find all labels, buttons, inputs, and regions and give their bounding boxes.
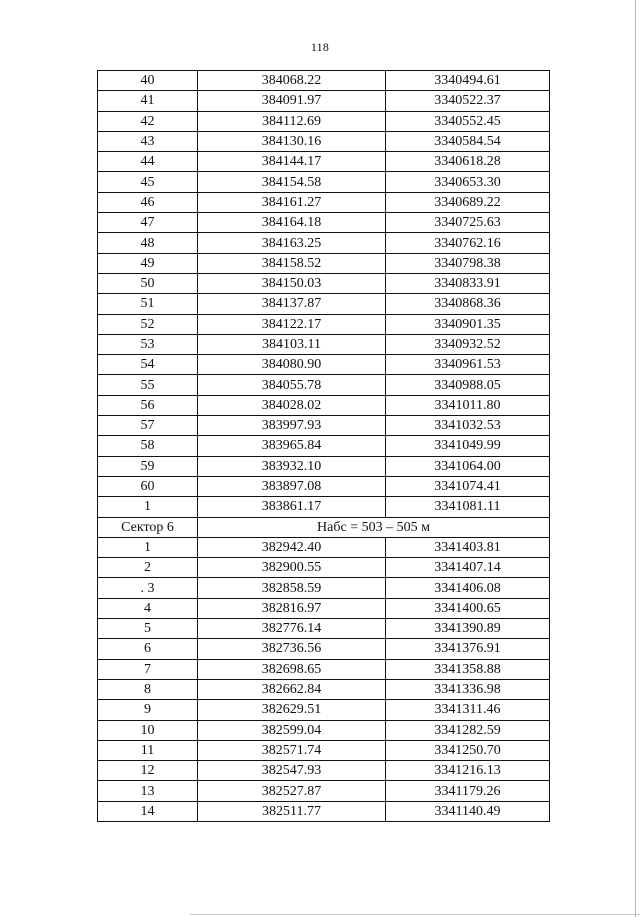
coordinate-row [98,659,550,679]
y-coordinate-cell: 3340988.05 [386,375,550,395]
coordinate-row [98,537,550,557]
point-number-cell: 40 [98,71,198,91]
coordinate-row [98,619,550,639]
coordinate-row [98,801,550,821]
x-coordinate-cell: 384080.90 [198,355,386,375]
point-number-cell: 14 [98,801,198,821]
point-number-cell: 1 [98,497,198,517]
point-number-cell: 60 [98,476,198,496]
coordinate-row [98,416,550,436]
x-coordinate-cell: 382662.84 [198,679,386,699]
y-coordinate-cell: 3341400.65 [386,598,550,618]
coordinate-row [98,192,550,212]
x-coordinate-cell: 384068.22 [198,71,386,91]
coordinate-row [98,172,550,192]
page-bottom-line [190,914,640,915]
x-coordinate-cell: 382571.74 [198,740,386,760]
coordinate-row [98,456,550,476]
x-coordinate-cell: 382736.56 [198,639,386,659]
point-number-cell: 48 [98,233,198,253]
coordinate-row [98,558,550,578]
point-number-cell: 4 [98,598,198,618]
coordinate-row [98,598,550,618]
point-number-cell: 47 [98,213,198,233]
point-number-cell: 12 [98,761,198,781]
y-coordinate-cell: 3340932.52 [386,334,550,354]
coordinate-row [98,314,550,334]
x-coordinate-cell: 384163.25 [198,233,386,253]
coordinate-row [98,375,550,395]
coordinate-row [98,700,550,720]
y-coordinate-cell: 3340584.54 [386,131,550,151]
point-number-cell: 59 [98,456,198,476]
x-coordinate-cell: 383861.17 [198,497,386,517]
y-coordinate-cell: 3341336.98 [386,679,550,699]
x-coordinate-cell: 384122.17 [198,314,386,334]
point-number-cell: 46 [98,192,198,212]
point-number-cell: 53 [98,334,198,354]
y-coordinate-cell: 3340901.35 [386,314,550,334]
point-number-cell: 41 [98,91,198,111]
y-coordinate-cell: 3341140.49 [386,801,550,821]
point-number-cell: 45 [98,172,198,192]
point-number-cell: 50 [98,273,198,293]
coordinate-row [98,679,550,699]
x-coordinate-cell: 382547.93 [198,761,386,781]
x-coordinate-cell: 384028.02 [198,395,386,415]
y-coordinate-cell: 3340689.22 [386,192,550,212]
x-coordinate-cell: 384158.52 [198,253,386,273]
y-coordinate-cell: 3341064.00 [386,456,550,476]
x-coordinate-cell: 382942.40 [198,537,386,557]
y-coordinate-cell: 3340522.37 [386,91,550,111]
coordinate-row [98,761,550,781]
x-coordinate-cell: 382511.77 [198,801,386,821]
point-number-cell: 42 [98,111,198,131]
x-coordinate-cell: 382527.87 [198,781,386,801]
x-coordinate-cell: 384161.27 [198,192,386,212]
y-coordinate-cell: 3341376.91 [386,639,550,659]
coordinate-row [98,395,550,415]
point-number-cell: 57 [98,416,198,436]
y-coordinate-cell: 3340653.30 [386,172,550,192]
sector-label-cell: Сектор 6 [98,517,198,537]
point-number-cell: 2 [98,558,198,578]
coordinate-row [98,152,550,172]
x-coordinate-cell: 384130.16 [198,131,386,151]
point-number-cell: 11 [98,740,198,760]
y-coordinate-cell: 3341282.59 [386,720,550,740]
point-number-cell: 55 [98,375,198,395]
y-coordinate-cell: 3341311.46 [386,700,550,720]
point-number-cell: 54 [98,355,198,375]
x-coordinate-cell: 383997.93 [198,416,386,436]
y-coordinate-cell: 3340762.16 [386,233,550,253]
coordinate-row [98,253,550,273]
x-coordinate-cell: 382776.14 [198,619,386,639]
y-coordinate-cell: 3340833.91 [386,273,550,293]
point-number-cell: 9 [98,700,198,720]
x-coordinate-cell: 384150.03 [198,273,386,293]
point-number-cell: . 3 [98,578,198,598]
x-coordinate-cell: 382816.97 [198,598,386,618]
x-coordinate-cell: 384112.69 [198,111,386,131]
y-coordinate-cell: 3341081.11 [386,497,550,517]
x-coordinate-cell: 384144.17 [198,152,386,172]
x-coordinate-cell: 384164.18 [198,213,386,233]
y-coordinate-cell: 3341032.53 [386,416,550,436]
sector-height-cell: Набс = 503 – 505 м [198,517,550,537]
y-coordinate-cell: 3341358.88 [386,659,550,679]
coordinate-row [98,436,550,456]
coordinate-row [98,476,550,496]
y-coordinate-cell: 3340868.36 [386,294,550,314]
point-number-cell: 7 [98,659,198,679]
x-coordinate-cell: 384137.87 [198,294,386,314]
x-coordinate-cell: 382698.65 [198,659,386,679]
x-coordinate-cell: 382629.51 [198,700,386,720]
point-number-cell: 1 [98,537,198,557]
coordinate-row [98,111,550,131]
y-coordinate-cell: 3340798.38 [386,253,550,273]
point-number-cell: 13 [98,781,198,801]
coordinate-row [98,273,550,293]
y-coordinate-cell: 3340494.61 [386,71,550,91]
coordinate-row [98,497,550,517]
coordinate-row [98,355,550,375]
coordinate-row [98,334,550,354]
coordinate-row [98,639,550,659]
y-coordinate-cell: 3341406.08 [386,578,550,598]
coordinate-row [98,233,550,253]
x-coordinate-cell: 383932.10 [198,456,386,476]
point-number-cell: 52 [98,314,198,334]
y-coordinate-cell: 3341403.81 [386,537,550,557]
y-coordinate-cell: 3341250.70 [386,740,550,760]
x-coordinate-cell: 382599.04 [198,720,386,740]
coordinate-row [98,131,550,151]
x-coordinate-cell: 382858.59 [198,578,386,598]
coordinates-table-body [98,71,550,822]
coordinates-table [97,70,550,822]
coordinate-row [98,91,550,111]
point-number-cell: 5 [98,619,198,639]
point-number-cell: 8 [98,679,198,699]
point-number-cell: 44 [98,152,198,172]
coordinate-row [98,740,550,760]
y-coordinate-cell: 3340552.45 [386,111,550,131]
coordinate-row [98,578,550,598]
x-coordinate-cell: 384055.78 [198,375,386,395]
coordinate-row [98,720,550,740]
coordinate-row [98,781,550,801]
point-number-cell: 58 [98,436,198,456]
sector-header-row [98,517,550,537]
point-number-cell: 56 [98,395,198,415]
coordinate-row [98,71,550,91]
x-coordinate-cell: 384154.58 [198,172,386,192]
y-coordinate-cell: 3341390.89 [386,619,550,639]
y-coordinate-cell: 3341074.41 [386,476,550,496]
point-number-cell: 43 [98,131,198,151]
y-coordinate-cell: 3341179.26 [386,781,550,801]
point-number-cell: 10 [98,720,198,740]
y-coordinate-cell: 3340961.53 [386,355,550,375]
point-number-cell: 49 [98,253,198,273]
y-coordinate-cell: 3341049.99 [386,436,550,456]
coordinate-row [98,294,550,314]
x-coordinate-cell: 384091.97 [198,91,386,111]
coordinate-row [98,213,550,233]
y-coordinate-cell: 3340725.63 [386,213,550,233]
x-coordinate-cell: 384103.11 [198,334,386,354]
y-coordinate-cell: 3341011.80 [386,395,550,415]
y-coordinate-cell: 3340618.28 [386,152,550,172]
x-coordinate-cell: 383965.84 [198,436,386,456]
page-number: 118 [310,40,330,54]
x-coordinate-cell: 382900.55 [198,558,386,578]
x-coordinate-cell: 383897.08 [198,476,386,496]
point-number-cell: 51 [98,294,198,314]
page-edge-line [635,0,636,917]
y-coordinate-cell: 3341407.14 [386,558,550,578]
y-coordinate-cell: 3341216.13 [386,761,550,781]
point-number-cell: 6 [98,639,198,659]
